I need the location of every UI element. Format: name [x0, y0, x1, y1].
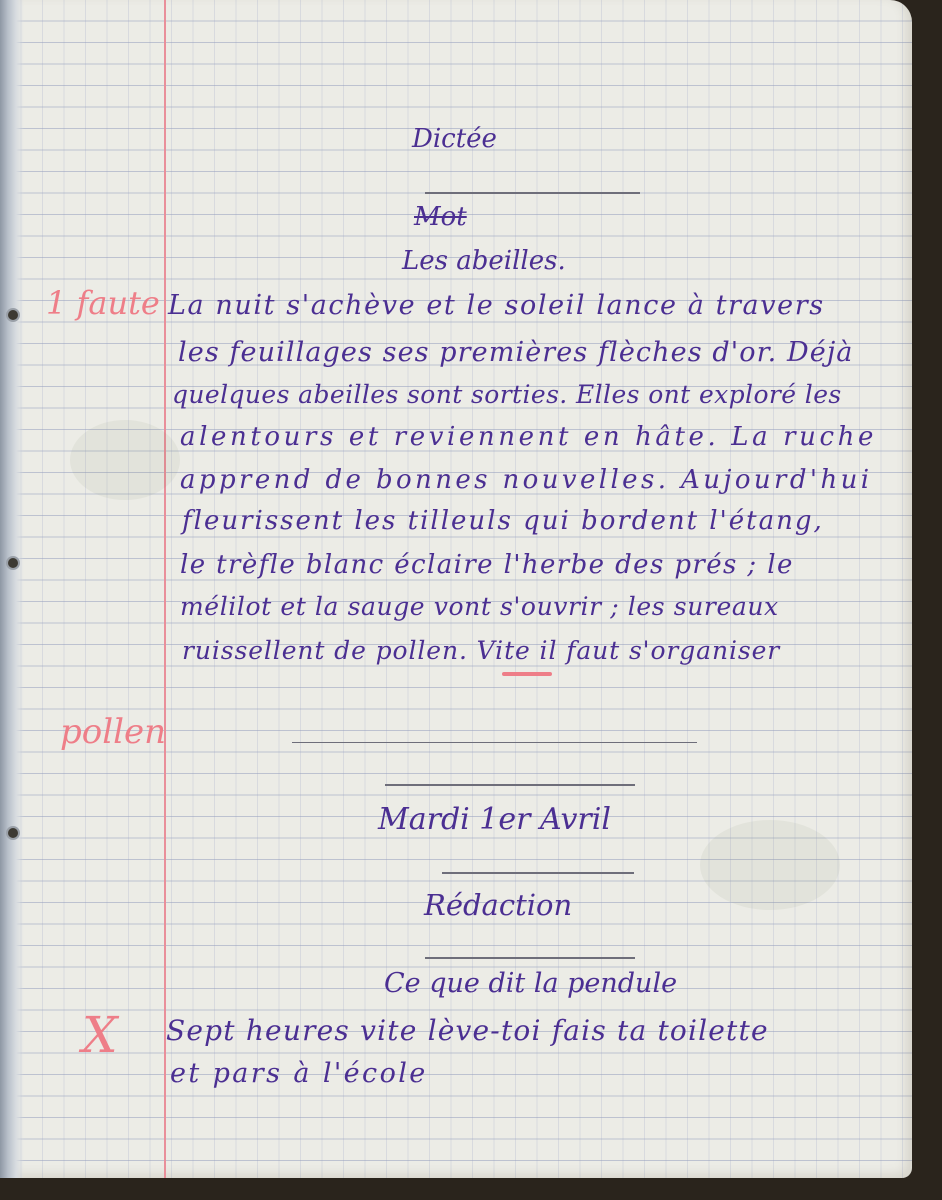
section-rule: [425, 957, 635, 959]
dictation-line: mélilot et la sauge vont s'ouvrir ; les sureaux: [180, 592, 779, 621]
paper-stain: [700, 820, 840, 910]
dictation-line: quelques abeilles sont sorties. Elles ont exploré les: [172, 380, 842, 409]
correction-underline: [502, 672, 552, 676]
composition-line: Sept heures vite lève-toi fais ta toilette: [166, 1014, 769, 1047]
section-heading: Rédaction: [424, 888, 573, 922]
fault-count-mark: 1 faute: [46, 284, 160, 322]
struck-word: Mot: [414, 202, 467, 232]
punch-hole: [8, 828, 18, 838]
binding-edge: [0, 0, 24, 1178]
dictation-title: Les abeilles.: [402, 246, 566, 276]
section-rule: [292, 742, 697, 743]
dictation-line: le trèfle blanc éclaire l'herbe des prés ; le: [180, 550, 794, 580]
section-rule: [385, 784, 635, 786]
paper-stain: [70, 420, 180, 500]
punch-hole: [8, 558, 18, 568]
dictee-heading: Dictée: [412, 124, 497, 154]
dictation-line: les feuillages ses premières flèches d'or. Déjà: [178, 337, 854, 368]
correction-mark: pollen: [60, 712, 167, 752]
dictation-line: apprend de bonnes nouvelles. Aujourd'hui: [180, 465, 873, 495]
margin-line: [164, 0, 166, 1178]
dictation-line: La nuit s'achève et le soleil lance à travers: [168, 290, 825, 321]
dictation-line: ruissellent de pollen. Vite il faut s'organiser: [182, 636, 781, 665]
composition-line: et pars à l'école: [170, 1058, 428, 1089]
dictation-line: alentours et reviennent en hâte. La ruche: [180, 422, 877, 452]
date-heading: Mardi 1er Avril: [378, 802, 611, 837]
cross-mark: X: [82, 1006, 118, 1064]
composition-title: Ce que dit la pendule: [384, 968, 678, 999]
punch-hole: [8, 310, 18, 320]
date-rule: [442, 872, 634, 874]
dictation-line: fleurissent les tilleuls qui bordent l'étang,: [182, 506, 824, 536]
heading-rule: [425, 192, 640, 194]
